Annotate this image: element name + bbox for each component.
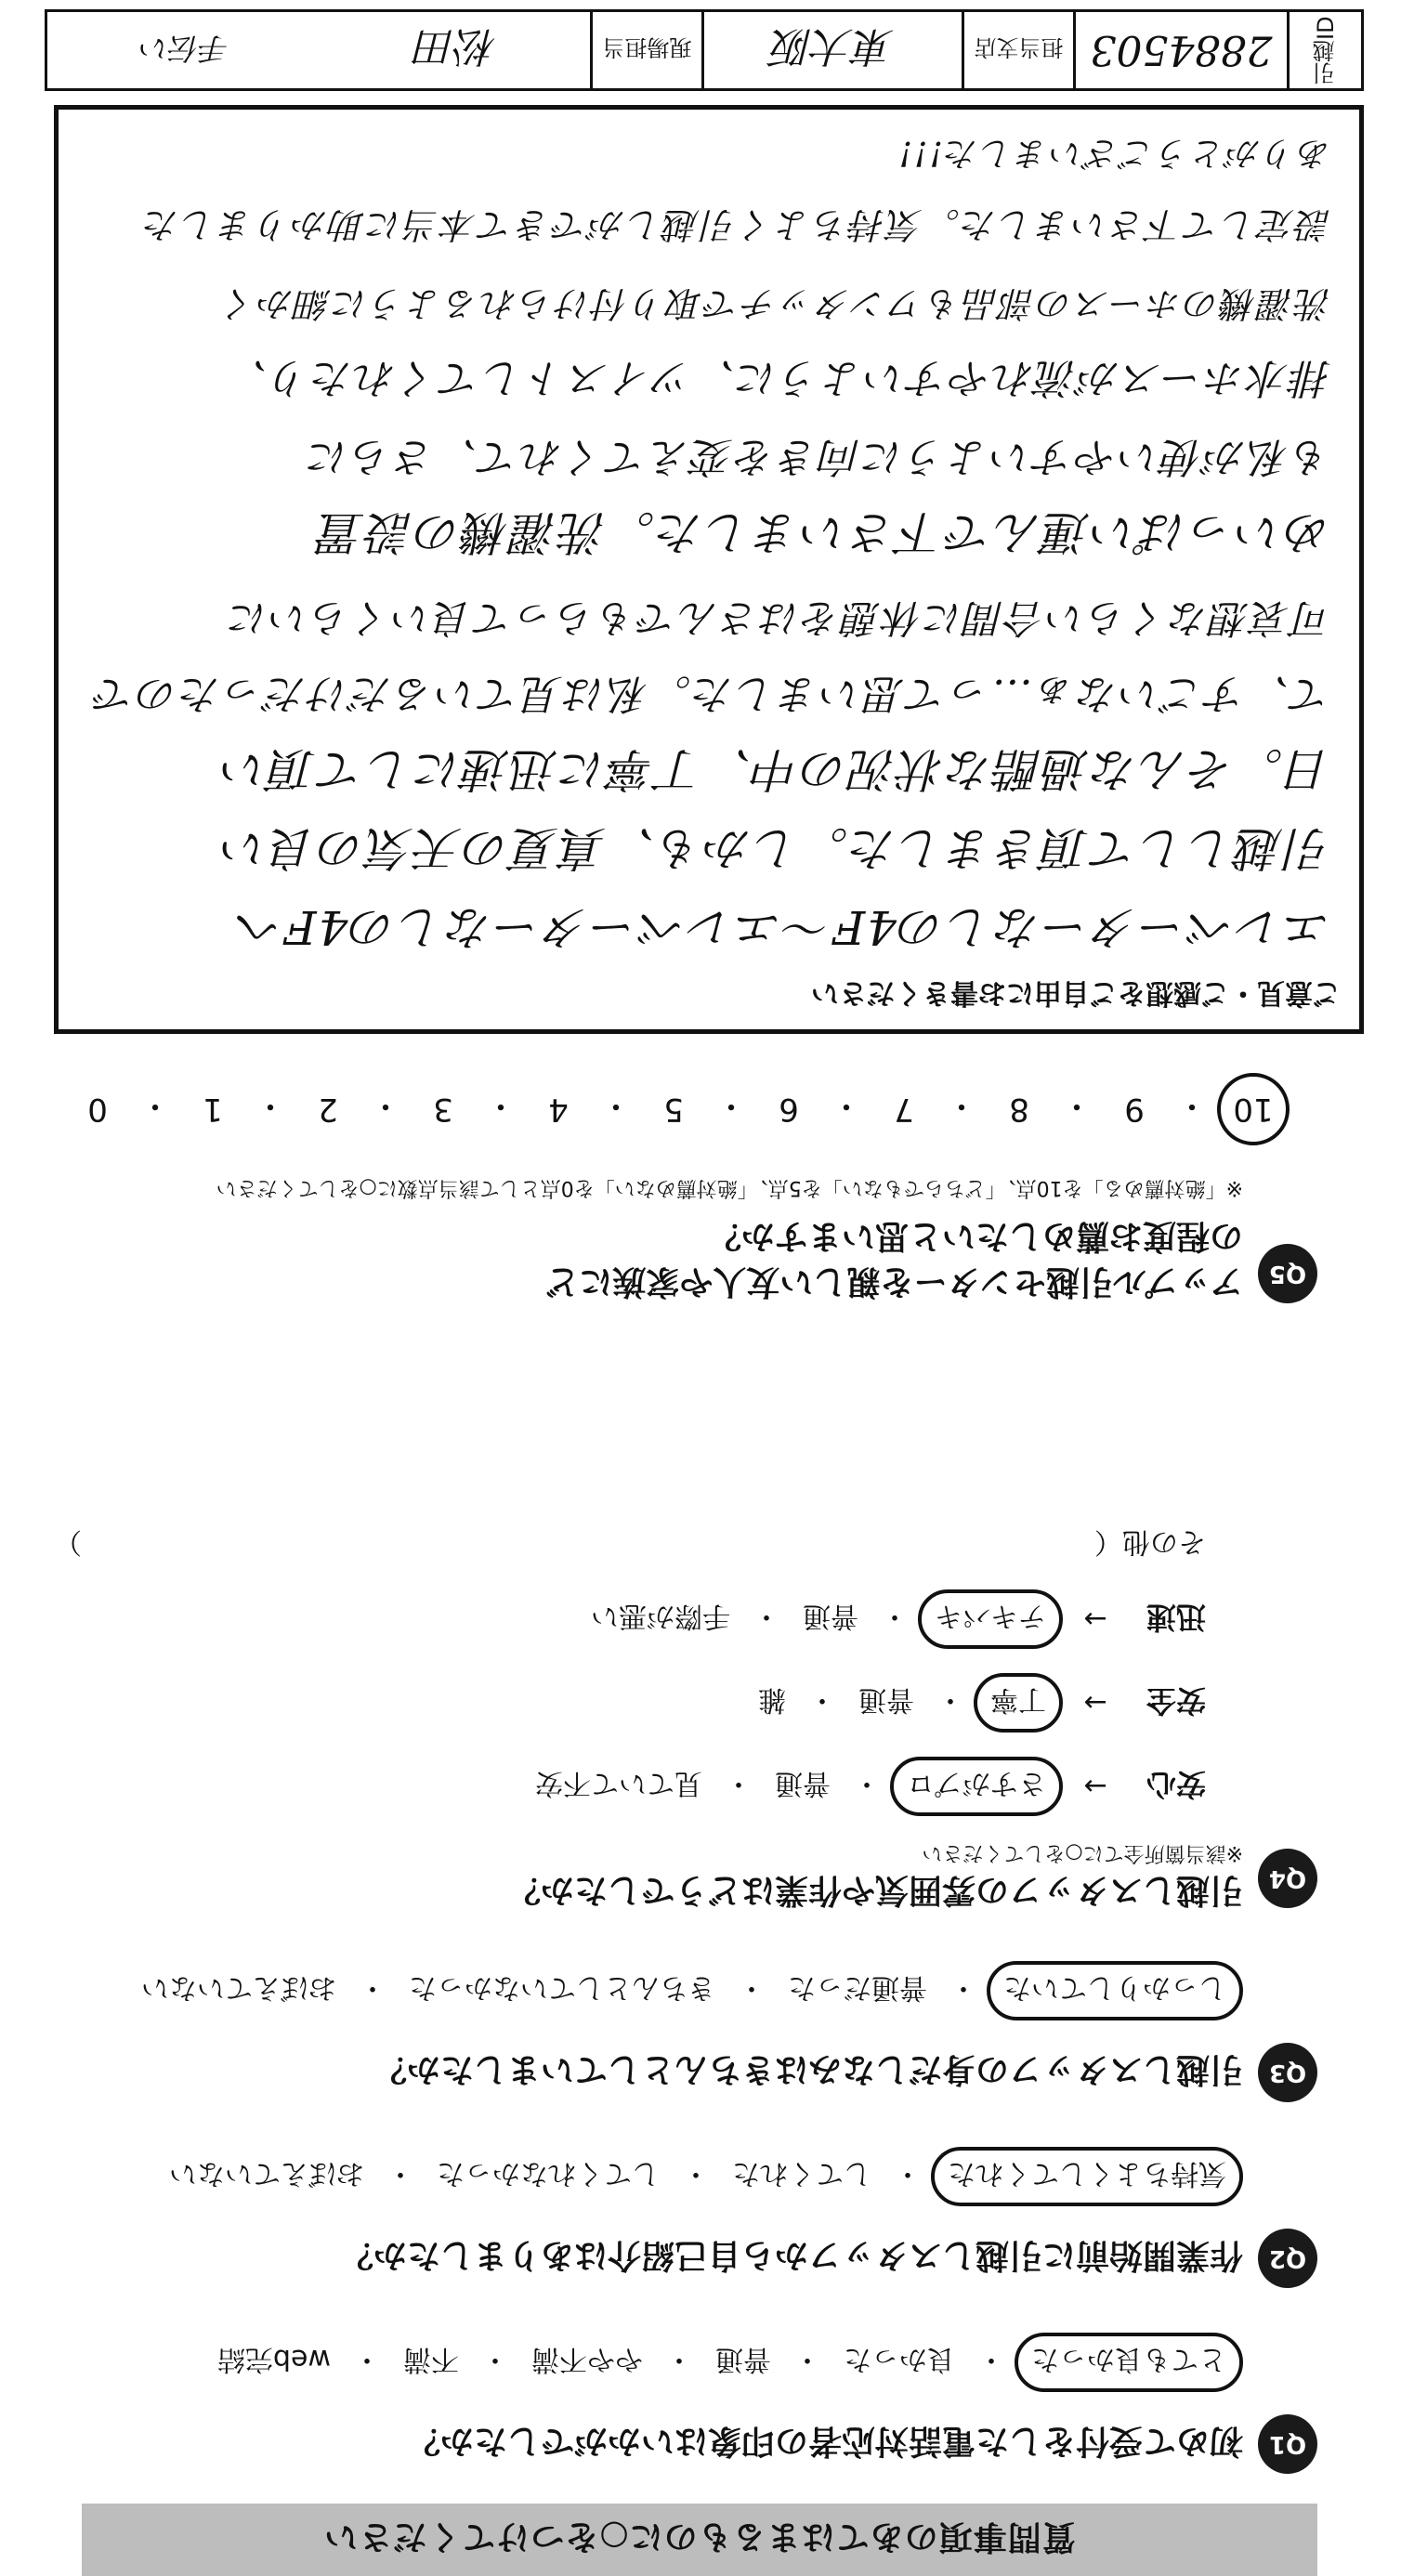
comment-line: 引越しして頂きました。しかも、真夏の天気の良い bbox=[220, 821, 1331, 875]
q1-option-6[interactable]: web完結 bbox=[216, 2343, 331, 2375]
q4-safety-option-1[interactable]: 丁寧 bbox=[974, 1673, 1063, 1733]
branch-value: 東大阪 bbox=[771, 22, 895, 70]
question-1: Q1 初めて受付をした電話対応者の印象はいかがでしたか？ とても良かった ・ 良かった ・ 普通 ・ やや不満 ・ 不満 ・ web完結 bbox=[204, 2333, 1317, 2474]
q2-option-1[interactable]: 気持ちよくしてくれた bbox=[931, 2147, 1243, 2206]
instruction-text: 質問事項のあてはまるものに○をつけてください bbox=[323, 2517, 1076, 2556]
q4-relief-option-2[interactable]: 普通 bbox=[775, 1767, 831, 1799]
q4-speed-option-1[interactable]: テキパキ bbox=[918, 1589, 1063, 1649]
comment-line: ありがとうございました!!! bbox=[897, 134, 1331, 172]
question-2: Q2 作業開始前に引越しスタッフから自己紹介はありましたか？ 気持ちよくしてくれた ・ してくれた ・ してくれなかった ・ おぼえていない bbox=[156, 2147, 1317, 2288]
score-2[interactable]: 2 bbox=[318, 1090, 338, 1128]
q4-other-close: ） bbox=[54, 1525, 82, 1558]
q4-speed-option-3[interactable]: 手際が悪い bbox=[591, 1600, 730, 1632]
q3-badge: Q3 bbox=[1258, 2043, 1317, 2102]
score-0[interactable]: 0 bbox=[87, 1090, 108, 1128]
q4-text: 引越しスタッフの雰囲気や作業はどうでしたか？ bbox=[506, 1871, 1243, 1909]
score-7[interactable]: 7 bbox=[894, 1090, 914, 1128]
comment-line: 洗濯機のホースの部品もワンタッチで取り付けられるように細かく bbox=[219, 283, 1331, 324]
staff-label: 現場担当 bbox=[602, 34, 692, 61]
q4-row-head: 安心 bbox=[1146, 1767, 1206, 1802]
q4-relief-option-1[interactable]: さすがプロ bbox=[890, 1757, 1063, 1816]
comment-line: 排水ホースが流れやすいように、ツイストしてくれたり、 bbox=[224, 354, 1331, 401]
q5-text: アップル引越センターを親しい友人や家族にどの程度お薦めしたいと思いますか？ bbox=[545, 1217, 1243, 1301]
q2-option-3[interactable]: してくれなかった bbox=[437, 2157, 660, 2190]
score-4[interactable]: 4 bbox=[548, 1090, 569, 1128]
q4-row-head: 安全 bbox=[1146, 1683, 1206, 1719]
info-table bbox=[45, 9, 1364, 91]
q4-safety-option-2[interactable]: 普通 bbox=[858, 1683, 914, 1716]
q3-text: 引越しスタッフの身だしなみはきちんとしていましたか？ bbox=[373, 2050, 1243, 2089]
score-1[interactable]: 1 bbox=[203, 1090, 223, 1128]
q4-safety-option-3[interactable]: 雑 bbox=[758, 1683, 786, 1716]
comment-line: 可哀想なくらい合間に休憩をはさんでもらって良いくらいに bbox=[227, 595, 1331, 641]
instruction-band bbox=[82, 2504, 1317, 2576]
comment-line: 日。そんな過酷な状況の中、丁寧に迅速にして頂い bbox=[220, 742, 1331, 796]
q4-row-head: 迅速 bbox=[1146, 1600, 1206, 1635]
q2-option-4[interactable]: おぼえていない bbox=[169, 2157, 364, 2190]
score-8[interactable]: 8 bbox=[1009, 1090, 1029, 1128]
q4-other-label: その他（ bbox=[1094, 1525, 1206, 1558]
q2-text: 作業開始前に引越しスタッフから自己紹介はありましたか？ bbox=[339, 2236, 1243, 2275]
q4-row-relief: 安心 → さすがプロ ・ 普通 ・ 見ていて不安 bbox=[54, 1757, 1206, 1816]
right-arrow-icon: → bbox=[1083, 1602, 1107, 1636]
q2-badge: Q2 bbox=[1258, 2229, 1317, 2288]
extra-note: 手伝い bbox=[140, 31, 230, 66]
q4-note: ※該当箇所全てに○をしてください bbox=[922, 1841, 1243, 1864]
q4-badge: Q4 bbox=[1258, 1849, 1317, 1908]
q2-option-2[interactable]: してくれた bbox=[732, 2157, 871, 2190]
q3-option-1[interactable]: しっかりしていた bbox=[987, 1961, 1243, 2020]
staff-value: 松田 bbox=[415, 22, 498, 70]
score-5[interactable]: 5 bbox=[663, 1090, 684, 1128]
comment-line: 設定して下さいました。気持ちよく引越しができて本当に助かりました bbox=[141, 204, 1331, 245]
q1-badge: Q1 bbox=[1258, 2414, 1317, 2474]
comment-line: て、すごいなぁ…って思いました。私は見ているだけだったので bbox=[92, 670, 1331, 717]
right-arrow-icon: → bbox=[1083, 1686, 1107, 1720]
q4-row-safety: 安全 → 丁寧 ・ 普通 ・ 雑 bbox=[54, 1673, 1206, 1733]
question-3: Q3 引越しスタッフの身だしなみはきちんとしていましたか？ しっかりしていた ・ 普通だった ・ きちんとしていなかった ・ おぼえていない bbox=[128, 1961, 1317, 2102]
move-id-label: 引越ID bbox=[1313, 16, 1339, 85]
comment-line: エレベーターなしの4F〜エレベーターなしの4Fへ bbox=[233, 900, 1331, 954]
comment-line: も私が使いやすいように向きを変えてくれて、さらに bbox=[306, 433, 1331, 480]
q4-relief-option-3[interactable]: 見ていて不安 bbox=[535, 1767, 702, 1799]
score-6[interactable]: 6 bbox=[779, 1090, 799, 1128]
q4-speed-option-2[interactable]: 普通 bbox=[803, 1600, 858, 1632]
move-id-value: 2884503 bbox=[1090, 26, 1273, 74]
q1-text: 初めて受付をした電話対応者の印象はいかがでしたか？ bbox=[406, 2422, 1243, 2461]
branch-label: 担当支店 bbox=[974, 34, 1064, 61]
q3-option-2[interactable]: 普通だった bbox=[788, 1971, 927, 2004]
comment-title: ご意見・ご感想をご自由にお書きください bbox=[811, 976, 1341, 1009]
question-5 bbox=[65, 1073, 1317, 1303]
q5-note: ※「絶対薦める」を10点、「どちらでもない」を5点、「絶対薦めない」を0点として該当点数に○をしてください bbox=[216, 1175, 1243, 1199]
right-arrow-icon: → bbox=[1083, 1770, 1107, 1803]
comment-line: めいっぱい運んで下さいました。洗濯機の設置 bbox=[317, 505, 1331, 559]
q4-other-row bbox=[54, 1524, 1206, 1565]
q1-option-4[interactable]: やや不満 bbox=[531, 2343, 643, 2375]
q1-option-3[interactable]: 普通 bbox=[715, 2343, 771, 2375]
q5-badge: Q5 bbox=[1258, 1244, 1317, 1303]
question-4 bbox=[54, 1524, 1317, 1916]
q3-option-3[interactable]: きちんとしていなかった bbox=[409, 1971, 715, 2004]
q4-row-speed: 迅速 → テキパキ ・ 普通 ・ 手際が悪い bbox=[54, 1589, 1206, 1649]
score-3[interactable]: 3 bbox=[433, 1090, 453, 1128]
q5-score-scale: 10 ・ 9 ・ 8 ・ 7 ・ 6 ・ 5 ・ 4 ・ 3 ・ 2 ・ 1 ・ 0 bbox=[65, 1073, 1290, 1145]
q1-option-2[interactable]: 良かった bbox=[844, 2343, 955, 2375]
score-10[interactable]: 10 bbox=[1217, 1073, 1290, 1145]
score-9[interactable]: 9 bbox=[1124, 1090, 1145, 1128]
comment-box[interactable] bbox=[54, 105, 1364, 1034]
q1-option-5[interactable]: 不満 bbox=[403, 2343, 459, 2375]
q1-option-1[interactable]: とても良かった bbox=[1015, 2333, 1243, 2392]
q3-option-4[interactable]: おぼえていない bbox=[141, 1971, 336, 2004]
